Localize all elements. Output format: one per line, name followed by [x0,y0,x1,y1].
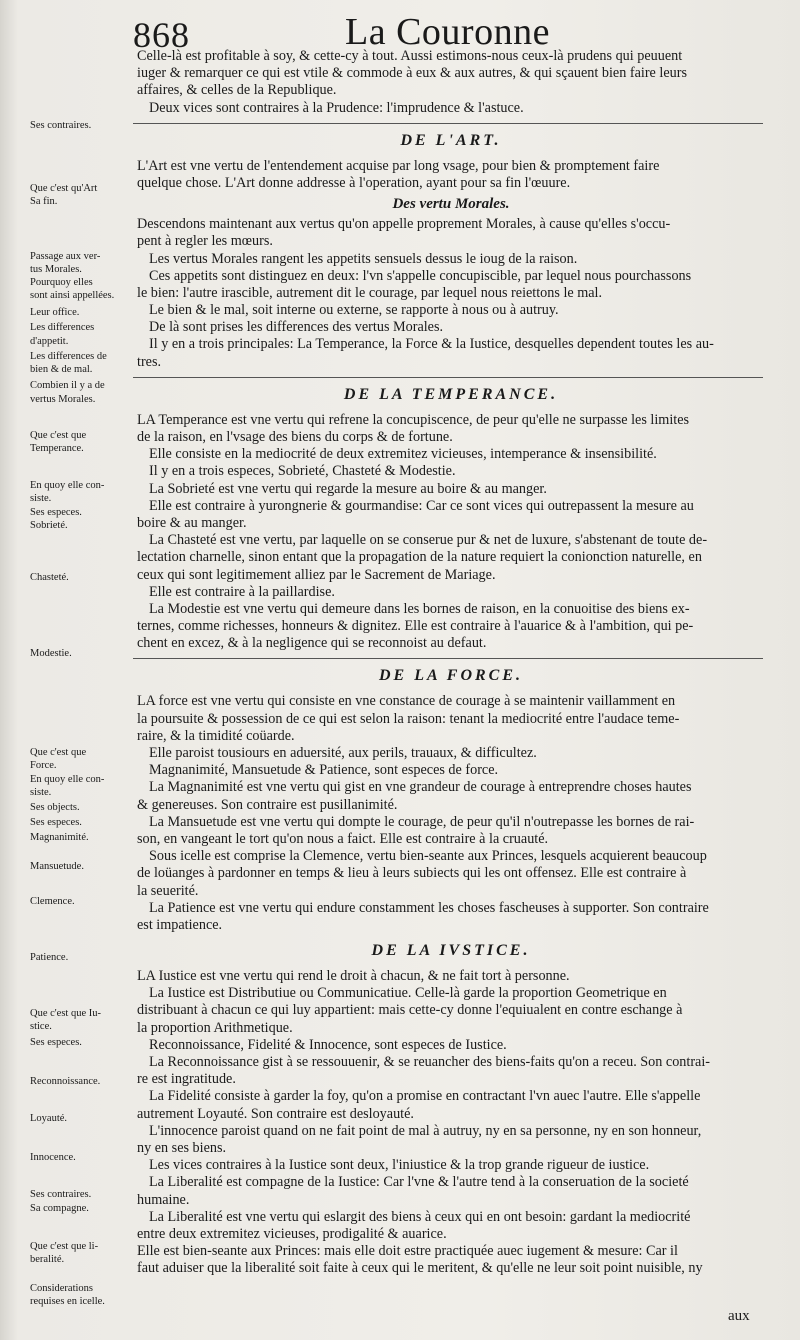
side-note: Ses contraires. [30,1189,92,1200]
side-note: bien & de mal. [30,364,93,375]
text-line: Elle est bien-seante aux Princes: mais elle doit estre practiquée auec iugement & mesure: Car il [137,1243,678,1260]
text-line: ceux qui sont legitimement alliez par le Sacrement de Mariage. [137,566,496,583]
text-line: ternes, comme richesses, honneurs & dignitez. Elle est contraire à l'auarice & à l'ambition, qui pe- [137,618,694,635]
text-line: entre deux extremitez vicieuses, prodigalité & auarice. [137,1225,447,1242]
text-line: de la raison, en l'vsage des biens du corps & de fortune. [137,429,453,445]
section-heading-iustice: DE LA IVSTICE. [371,942,531,960]
side-note: Magnanimité. [30,832,89,843]
side-note: Que c'est que [30,430,87,441]
text-line: De là sont prises les differences des vertus Morales. [149,319,444,336]
text-line: L'Art est vne vertu de l'entendement acquise par long vsage, pour bien & promptement faire [137,157,660,174]
text-line: La Modestie est vne vertu qui demeure dans les bornes de raison, en la conuoitise des biens ex- [149,600,690,617]
side-note: Les differences de [30,351,107,362]
side-note: vertus Morales. [30,394,96,405]
text-line: & genereuses. Son contraire est pusillanimité. [137,796,398,813]
text-line: est impatience. [137,916,223,933]
side-note: Patience. [30,952,69,963]
side-note: Mansuetude. [30,861,84,872]
side-note: Clemence. [30,896,75,907]
text-line: Ces appetits sont distinguez en deux: l'vn s'appelle concupiscible, par lequel nous pourchassons [149,267,692,284]
text-line: Le bien & le mal, soit interne ou externe, se rapporte à nous ou à autruy. [149,302,559,319]
side-note: Ses contraires. [30,120,92,131]
text-line: L'innocence paroist quand on ne fait point de mal à autruy, ny en sa personne, ny en son honneur, [149,1122,702,1139]
text-line: le bien: l'autre irascible, autrement dit le courage, par lequel nous reiettons le mal. [137,284,603,301]
text-line: La Reconnoissance gist à se ressouuenir, & se reuancher des biens-faits qu'on a receu. Son contrai- [149,1054,711,1070]
text-line: La Mansuetude est vne vertu qui dompte le courage, de peur qu'il n'outrepasse les bornes de rai- [149,813,695,830]
text-line: la poursuite & possession de ce qui est selon la raison: tenant la mediocrité entre l'audace teme- [137,710,680,727]
text-line: la seuerité. [137,882,199,899]
side-note: Modestie. [30,648,72,659]
text-line: Sous icelle est comprise la Clemence, vertu bien-seante aux Princes, lesquels acquierent beaucoup [149,848,707,865]
text-line: La Magnanimité est vne vertu qui gist en vne grandeur de courage à entreprendre choses hautes [149,779,692,796]
text-line: distribuant à chacun ce qui luy appartient: mais cette-cy donne l'equiualent en contre eschange à [137,1002,683,1019]
text-line: re est ingratitude. [137,1071,236,1088]
side-note: Chasteté. [30,572,69,583]
text-line: La Iustice est Distributiue ou Communicatiue. Celle-là garde la proportion Geometrique en [149,985,667,1002]
text-line: La Liberalité est vne vertu qui eslargit des biens à ceux qui en ont besoin: gardant la mediocrité [149,1208,691,1225]
text-line: chent en excez, & à la negligence qui se reconnoist au defaut. [137,635,487,652]
side-note: En quoy elle con- [30,480,105,491]
side-note: tus Morales. [30,264,82,275]
art-section [137,158,765,192]
side-note: Ses especes. [30,1037,82,1048]
text-line: pent à regler les mœurs. [137,233,273,250]
text-line: Elle est contraire à yurongnerie & gourmandise: Car ce sont vices qui outrepassent la mesure au [149,497,694,514]
text-line: quelque chose. L'Art donne addresse à l'operation, ayant pour sa fin l'œuure. [137,174,571,191]
temperance-section [137,412,765,653]
morales-section [137,216,765,371]
text-line: LA Iustice est vne vertu qui rend le droit à chacun, & ne fait tort à personne. [137,968,570,985]
text-line: lectation charnelle, sinon entant que la propagation de la nature requiert la conionction naturelle, en [137,549,702,566]
text-line: ny en ses biens. [137,1139,227,1156]
section-heading-morales: Des vertu Morales. [392,196,510,213]
side-note: Considerations [30,1283,93,1294]
side-note: requises en icelle. [30,1296,105,1307]
iustice-section [137,968,765,1277]
side-note: sont ainsi appellées. [30,290,115,301]
text-line: LA Temperance est vne vertu qui refrene la concupiscence, de peur qu'elle ne surpasse les limites [137,411,690,428]
side-note: Que c'est que Iu- [30,1008,101,1019]
side-note: Que c'est que [30,747,87,758]
section-heading-temperance: DE LA TEMPERANCE. [343,385,559,403]
text-line: de loüanges à pardonner en temps & lieu à leurs subiects qui les ont offensez. Elle est contraire à [137,865,687,882]
section-heading-art: DE L'ART. [400,131,502,149]
side-note: d'appetit. [30,336,69,347]
text-line: la proportion Arithmetique. [137,1019,293,1036]
main-text [137,48,765,1277]
side-note: Ses objects. [30,802,80,813]
text-line: La Sobrieté est vne vertu qui regarde la mesure au boire & au manger. [149,480,547,497]
side-note: beralité. [30,1254,65,1265]
text-line: Il y en a trois especes, Sobrieté, Chasteté & Modestie. [149,463,456,480]
text-line: La Chasteté est vne vertu, par laquelle on se conserue pur & net de luxure, s'abstenant de toute de- [149,532,708,549]
force-section [137,693,765,934]
text-line: Elle est contraire à la paillardise. [149,583,335,600]
intro-section [137,48,765,117]
side-note: Innocence. [30,1152,76,1163]
text-line: La Patience est vne vertu qui endure constamment les choses fascheuses à supporter. Son contraire [149,899,709,916]
side-note: siste. [30,493,52,504]
catchword: aux [728,1308,750,1324]
text-line: humaine. [137,1191,190,1208]
page-number: 868 [133,15,190,55]
text-line: Reconnoissance, Fidelité & Innocence, sont especes de Iustice. [149,1036,507,1053]
text-line: boire & au manger. [137,514,247,531]
text-line: La Fidelité consiste à garder la foy, qu'on a promise en contractant l'vn auec l'autre. Elle s'appelle [149,1088,701,1105]
side-note: En quoy elle con- [30,774,105,785]
text-line: Magnanimité, Mansuetude & Patience, sont especes de force. [149,762,499,779]
side-note: Temperance. [30,443,84,454]
side-note: Ses especes. [30,507,82,518]
text-line: autrement Loyauté. Son contraire est desloyauté. [137,1105,414,1122]
text-line: Deux vices sont contraires à la Prudence: l'imprudence & l'astuce. [149,99,524,116]
text-line: La Liberalité est compagne de la Iustice: Car l'vne & l'autre tend à la conseruation de la societé [149,1174,689,1191]
text-line: Descendons maintenant aux vertus qu'on appelle proprement Morales, à cause qu'elles s'occu- [137,216,671,233]
text-line: faut aduiser que la liberalité soit faite à ceux qui le meritent, & qu'elle ne leur soit point nuisible, ny [137,1260,703,1277]
text-line: Les vices contraires à la Iustice sont deux, l'iniustice & la trop grande rigueur de iustice. [149,1157,650,1174]
text-line: iuger & remarquer ce qui est vtile & commode à eux & aux autres, & qui sçauent bien faire leurs [137,65,687,82]
text-line: Elle consiste en la mediocrité de deux extremitez vicieuses, intemperance & insensibilité. [149,446,657,463]
section-rule [133,658,763,659]
side-note: Combien il y a de [30,380,105,391]
text-line: LA force est vne vertu qui consiste en vne constance de courage à se maintenir vaillamment en [137,693,676,710]
side-note: Force. [30,760,57,771]
text-line: raire, & la timidité coüarde. [137,727,295,744]
side-note: Sa fin. [30,196,58,207]
text-line: Il y en a trois principales: La Temperance, la Force & la Iustice, desquelles dependent toutes les au- [149,336,714,353]
text-line: tres. [137,353,162,370]
text-line: son, en vangeant le tort qu'on nous a faict. Elle est contraire à la cruauté. [137,830,549,847]
side-note: Ses especes. [30,817,82,828]
running-title: La Couronne [345,11,550,53]
side-note: Passage aux ver- [30,251,101,262]
text-line: Celle-là est profitable à soy, & cette-cy à tout. Aussi estimons-nous ceux-là prudens qui peuuent [137,48,683,64]
side-note: Les differences [30,322,95,333]
side-note: Sa compagne. [30,1203,89,1214]
side-note: Loyauté. [30,1113,68,1124]
text-line: Elle paroist tousiours en aduersité, aux perils, trauaux, & difficultez. [149,745,537,761]
side-note: stice. [30,1021,52,1032]
side-note: Reconnoissance. [30,1076,101,1087]
text-line: affaires, & celles de la Republique. [137,82,337,99]
side-note: Leur office. [30,307,80,318]
section-heading-force: DE LA FORCE. [378,667,524,685]
side-note: siste. [30,787,52,798]
side-note: Que c'est que li- [30,1241,99,1252]
side-note: Pourquoy elles [30,277,93,288]
side-note: Sobrieté. [30,520,68,531]
section-rule [133,123,763,124]
text-line: Les vertus Morales rangent les appetits sensuels dessus le ioug de la raison. [149,250,578,267]
side-note: Que c'est qu'Art [30,183,98,194]
section-rule [133,377,763,378]
